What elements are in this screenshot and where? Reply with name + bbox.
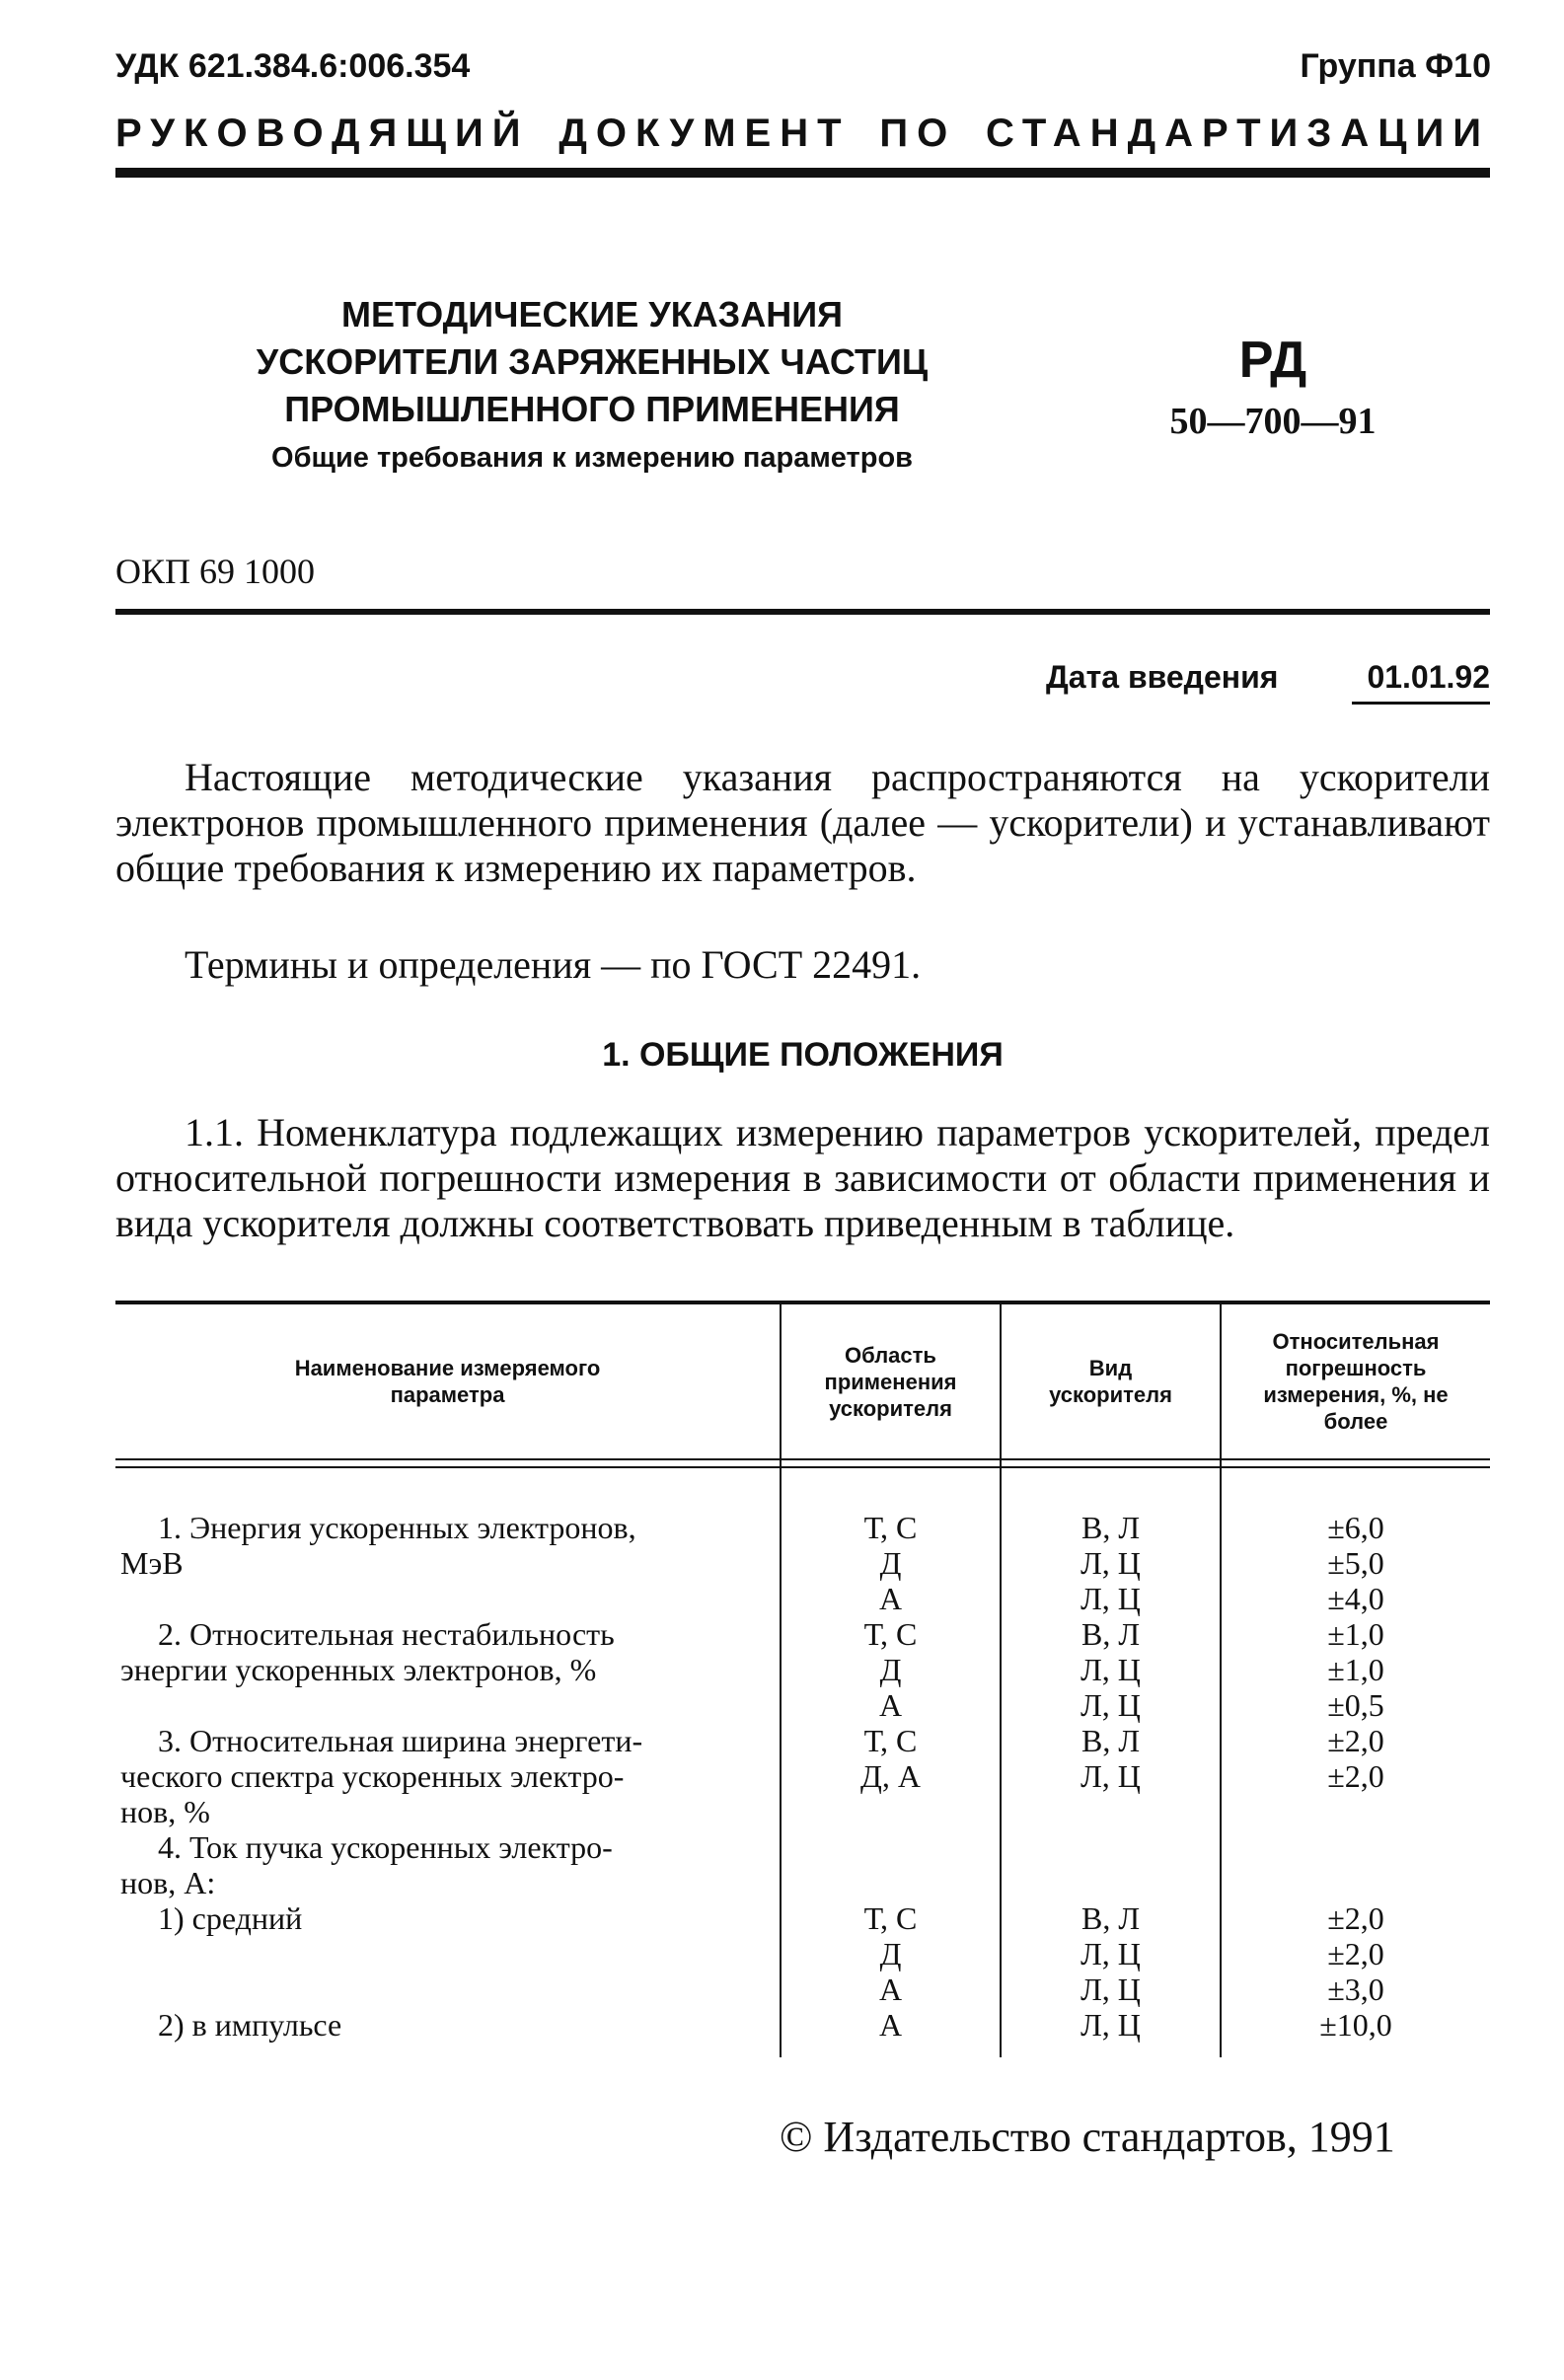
header-error	[1222, 1304, 1490, 1458]
table-cell-area: Д	[879, 1936, 902, 1971]
series-word: РУКОВОДЯЩИЙ	[115, 112, 530, 155]
group-code: Группа Ф10	[1300, 47, 1491, 85]
table-cell-area: А	[878, 1581, 903, 1616]
table-cell-area: Т, С	[863, 1616, 918, 1652]
table-row-name: 3. Относительная ширина энергети-	[158, 1723, 643, 1758]
series-word: СТАНДАРТИЗАЦИИ	[986, 112, 1490, 155]
header-error-text: Относительная погрешность измерения, %, не более	[1263, 1329, 1449, 1434]
table-cell-type: Л, Ц	[1080, 1936, 1141, 1971]
table-cell-error: ±2,0	[1327, 1900, 1384, 1936]
title-divider	[115, 609, 1490, 615]
table-cell-error: ±6,0	[1327, 1510, 1384, 1545]
header-type	[1002, 1304, 1220, 1458]
table-header-rule	[115, 1466, 1490, 1468]
header-param	[115, 1304, 780, 1458]
table-cell-error: ±1,0	[1327, 1652, 1384, 1687]
series-word: ДОКУМЕНТ	[559, 112, 851, 155]
series-word: ПО	[879, 112, 957, 155]
table-cell-area: Т, С	[863, 1723, 918, 1758]
table-cell-type: Л, Ц	[1080, 1758, 1141, 1794]
table-row-name: 2. Относительная нестабильность	[158, 1616, 615, 1652]
udc-code: УДК 621.384.6:006.354	[115, 47, 471, 85]
intro-date-value: 01.01.92	[1352, 659, 1490, 705]
header-divider	[115, 168, 1490, 178]
table-cell-area: Т, С	[863, 1900, 918, 1936]
table-cell-area: А	[878, 1687, 903, 1723]
table-cell-type: Л, Ц	[1080, 1652, 1141, 1687]
header-area-text: Область применения ускорителя	[824, 1342, 957, 1421]
table-cell-area: Т, С	[863, 1510, 918, 1545]
table-cell-error: ±10,0	[1319, 2007, 1392, 2043]
designation-label: РД	[1238, 332, 1307, 389]
designation-number: 50—700—91	[1169, 401, 1377, 442]
table-cell-type: Л, Ц	[1080, 1581, 1141, 1616]
table-cell-area: Д	[879, 1652, 902, 1687]
document-series	[115, 112, 1490, 156]
table-row-name: МэВ	[120, 1545, 184, 1581]
table-cell-error: ±4,0	[1327, 1581, 1384, 1616]
table-cell-area: А	[878, 1971, 903, 2007]
intro-paragraph: Настоящие методические указания распространяются на ускорители электронов промышленного применения (далее — ускорители) и устанавливают общие требования к измерению их параметров.	[115, 755, 1490, 890]
table-cell-error: ±1,0	[1327, 1616, 1384, 1652]
table-row-name: ческого спектра ускоренных электро-	[120, 1758, 625, 1794]
table-cell-type: Л, Ц	[1080, 1971, 1141, 2007]
table-row-name: 4. Ток пучка ускоренных электро-	[158, 1829, 613, 1865]
clause-1-1: 1.1. Номенклатура подлежащих измерению параметров ускорителей, предел относительной погрешности измерения в зависимости от области применения и вида ускорителя должны соответствовать приведенным в таблице.	[115, 1110, 1490, 1245]
table-cell-error: ±0,5	[1327, 1687, 1384, 1723]
document-title	[197, 291, 987, 433]
table-row-name: нов, А:	[120, 1865, 216, 1900]
table-cell-area: Д	[879, 1545, 902, 1581]
copyright-notice: © Издательство стандартов, 1991	[780, 2113, 1395, 2161]
table-cell-type: Л, Ц	[1080, 1687, 1141, 1723]
table-cell-error: ±5,0	[1327, 1545, 1384, 1581]
table-cell-type: В, Л	[1080, 1510, 1141, 1545]
table-row-name: нов, %	[120, 1794, 210, 1829]
table-cell-area: Д, А	[860, 1758, 921, 1794]
table-cell-error: ±3,0	[1327, 1971, 1384, 2007]
table-cell-error: ±2,0	[1327, 1723, 1384, 1758]
terms-paragraph: Термины и определения — по ГОСТ 22491.	[185, 942, 922, 987]
intro-date-label: Дата введения	[1046, 659, 1279, 695]
table-row-name: энергии ускоренных электронов, %	[120, 1652, 597, 1687]
section-title: 1. ОБЩИЕ ПОЛОЖЕНИЯ	[602, 1036, 1004, 1074]
header-area	[782, 1304, 1000, 1458]
table-cell-area: А	[878, 2007, 903, 2043]
okp-code: ОКП 69 1000	[115, 552, 316, 591]
table-cell-type: Л, Ц	[1080, 2007, 1141, 2043]
table-header-rule	[115, 1458, 1490, 1460]
header-param-text: Наименование измеряемого параметра	[294, 1356, 601, 1407]
title-line: УСКОРИТЕЛИ ЗАРЯЖЕННЫХ ЧАСТИЦ	[256, 341, 929, 382]
table-cell-error: ±2,0	[1327, 1758, 1384, 1794]
title-line: МЕТОДИЧЕСКИЕ УКАЗАНИЯ	[341, 294, 843, 335]
header-type-text: Вид ускорителя	[1049, 1356, 1172, 1407]
table-cell-type: В, Л	[1080, 1723, 1141, 1758]
document-subtitle: Общие требования к измерению параметров	[271, 442, 913, 474]
table-cell-type: Л, Ц	[1080, 1545, 1141, 1581]
table-row-subitem: 2) в импульсе	[158, 2007, 342, 2043]
table-cell-type: В, Л	[1080, 1616, 1141, 1652]
title-line: ПРОМЫШЛЕННОГО ПРИМЕНЕНИЯ	[284, 389, 900, 429]
table-cell-error: ±2,0	[1327, 1936, 1384, 1971]
table-row-subitem: 1) средний	[158, 1900, 303, 1936]
table-row-name: 1. Энергия ускоренных электронов,	[158, 1510, 636, 1545]
table-cell-type: В, Л	[1080, 1900, 1141, 1936]
